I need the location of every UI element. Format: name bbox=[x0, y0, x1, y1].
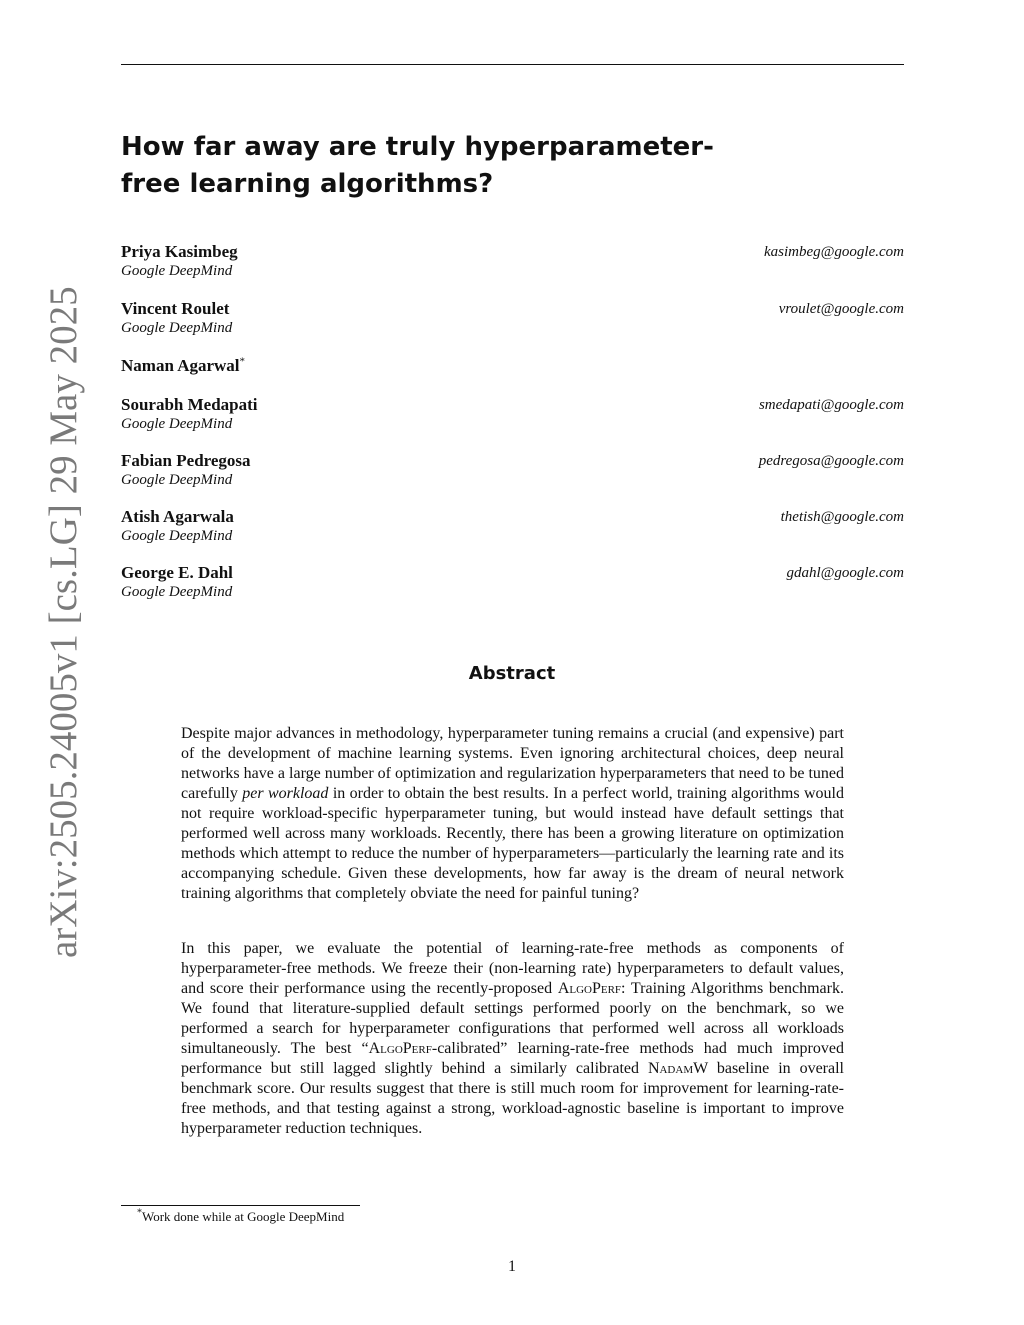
abstract-text: Despite major advances in methodology, hyperparameter tuning remains a crucial (and expensive) part of the development of machine learning systems. Even ignoring architectural choices, deep neural networks have a large number of optimization and regularization hyperparameters that need to be tuned carefully bbox=[181, 725, 844, 802]
author-block bbox=[121, 451, 904, 490]
author-block bbox=[121, 507, 904, 546]
abstract-paragraph-2 bbox=[181, 939, 844, 1139]
page-number: 1 bbox=[508, 1258, 516, 1275]
author-email: thetish@google.com bbox=[780, 509, 904, 525]
abstract-paragraph-1 bbox=[181, 724, 844, 904]
author-block bbox=[121, 395, 904, 434]
abstract-text: W baseline in overall benchmark score. Our results suggest that there is still much room for improvement for learning-rate-free methods, and that testing against a strong, workload-agnostic baseline is important to improve hyperparameter reduction techniques. bbox=[181, 1060, 845, 1137]
author-name: Sourabh Medapati bbox=[121, 395, 258, 414]
author-name-line bbox=[121, 356, 904, 376]
author-name: Atish Agarwala bbox=[121, 507, 234, 526]
author-block bbox=[121, 356, 904, 376]
abstract-text: -calibrated” learning-rate-free methods had much improved performance but still lagged slightly behind a similarly calibrated bbox=[181, 1040, 844, 1077]
author-affiliation: Google DeepMind bbox=[121, 472, 233, 488]
author-block bbox=[121, 563, 904, 602]
abstract-emphasis: per workload bbox=[242, 785, 329, 802]
footnote-mark: * bbox=[137, 1207, 142, 1219]
author-affiliation: Google DeepMind bbox=[121, 416, 233, 432]
algoperf-name: AlgoPerf bbox=[557, 980, 622, 997]
footnote bbox=[137, 1209, 344, 1225]
top-rule bbox=[121, 64, 904, 65]
author-affiliation: Google DeepMind bbox=[121, 320, 233, 336]
author-block bbox=[121, 242, 904, 281]
author-affiliation: Google DeepMind bbox=[121, 584, 233, 600]
author-email: kasimbeg@google.com bbox=[763, 244, 904, 260]
author-name: Priya Kasimbeg bbox=[121, 242, 238, 261]
footnote-rule bbox=[121, 1205, 360, 1206]
abstract-text: in order to obtain the best results. In a perfect world, training algorithms would not require workload-specific hyperparameter tuning, but would instead have default settings that performed well across many workloads. Recently, there has been a growing literature on optimization methods which attempt to reduce the number of hyperparameters—particularly the learning rate and its accompanying schedule. Given these developments, how far away is the dream of neural network training algorithms that completely obviate the need for painful tuning? bbox=[181, 785, 844, 902]
footnote-text: Work done while at Google DeepMind bbox=[142, 1209, 345, 1224]
author-affiliation: Google DeepMind bbox=[121, 263, 233, 279]
author-block bbox=[121, 299, 904, 338]
author-footnote-mark: * bbox=[239, 355, 246, 368]
algoperf-name: AlgoPerf bbox=[368, 1040, 432, 1057]
author-email: pedregosa@google.com bbox=[758, 453, 904, 469]
abstract-text: : Training Algorithms benchmark. We found that literature-supplied default settings performed poorly on the benchmark, so we performed a search for hyperparameter configurations that performed well across all workloads simultaneously. The best “ bbox=[181, 980, 844, 1057]
author-affiliation: Google DeepMind bbox=[121, 528, 233, 544]
paper-title: How far away are truly hyperparameter-free learning algorithms? bbox=[121, 132, 714, 199]
author-name: Fabian Pedregosa bbox=[121, 451, 251, 470]
author-email: gdahl@google.com bbox=[786, 565, 904, 581]
author-name: George E. Dahl bbox=[121, 563, 233, 582]
abstract-text: In this paper, we evaluate the potential of learning-rate-free methods as components of hyperparameter-free methods. We freeze their (non-learning rate) hyperparameters to default values, and score their performance using the recently-proposed bbox=[181, 940, 844, 997]
author-email: vroulet@google.com bbox=[778, 301, 904, 317]
arxiv-stamp: arXiv:2505.24005v1 [cs.LG] 29 May 2025 bbox=[42, 286, 85, 958]
abstract-heading: Abstract bbox=[468, 663, 556, 684]
author-name: Naman Agarwal bbox=[121, 356, 240, 375]
author-email: smedapati@google.com bbox=[758, 397, 904, 413]
author-name: Vincent Roulet bbox=[121, 299, 230, 318]
nadam-name: Nadam bbox=[647, 1060, 694, 1077]
